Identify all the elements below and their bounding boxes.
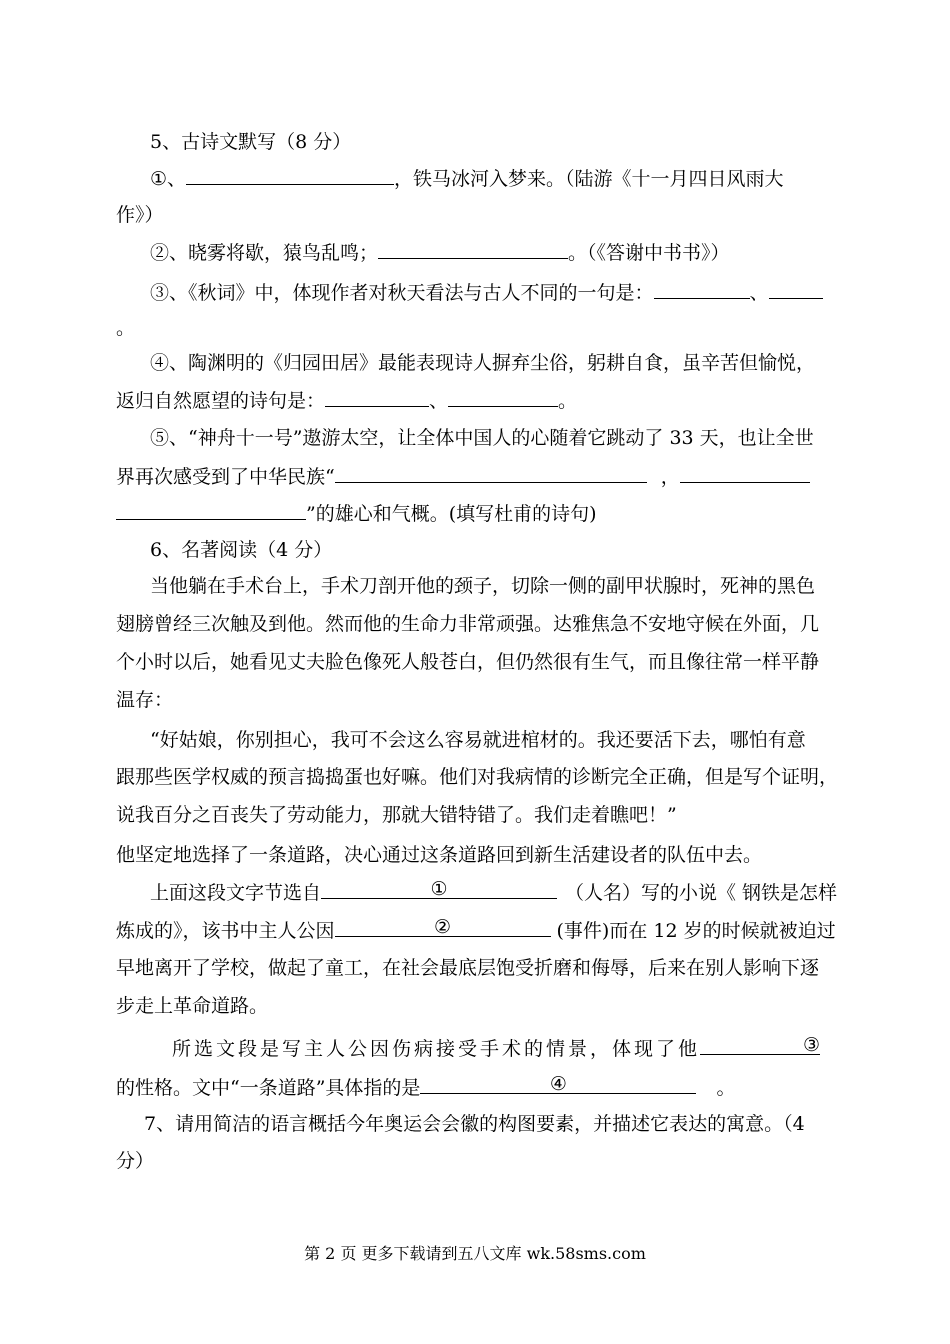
- q5-item-1-blank[interactable]: [186, 166, 394, 185]
- q6-excerpt-line: 当他躺在手术台上，手术刀剖开他的颈子，切除一侧的副甲状腺时，死神的黑色: [150, 575, 816, 597]
- q5-item-3-sep: 、: [749, 282, 769, 304]
- q5-item-2-prefix: ②、晓雾将歇，猿鸟乱鸣；: [150, 242, 379, 264]
- q5-item-4-line1: ④、陶渊明的《归园田居》最能表现诗人摒弃尘俗，躬耕自食，虽辛苦但愉悦，: [150, 352, 816, 374]
- q5-item-4-blank-2[interactable]: [448, 388, 558, 407]
- q6-quote-line: 说我百分之百丧失了劳动能力，那就大错特错了。我们走着瞧吧！”: [116, 804, 677, 826]
- q5-item-3-end: 。: [116, 317, 136, 339]
- q5-item-4-blank-1[interactable]: [325, 388, 429, 407]
- q6-blank-3[interactable]: ③: [700, 1036, 820, 1055]
- q7-line-1: 7、请用简洁的语言概括今年奥运会会徽的构图要素，并描述它表达的寓意。（4: [144, 1113, 805, 1135]
- q6-blank-2[interactable]: ②: [335, 918, 551, 937]
- q5-item-4: [116, 388, 577, 413]
- q6-question-line-3: 早地离开了学校，做起了童工，在社会最底层饱受折磨和侮辱，后来在别人影响下逐: [116, 957, 820, 979]
- q7-line-2: 分）: [116, 1150, 155, 1172]
- q6-excerpt-end: 他坚定地选择了一条道路，决心通过这条道路回到新生活建设者的队伍中去。: [116, 844, 763, 866]
- q5-item-3-blank-1[interactable]: [654, 280, 750, 299]
- q6-excerpt-line: 个小时以后，她看见丈夫脸色像死人般苍白，但仍然很有生气，而且像往常一样平静: [116, 651, 820, 673]
- q5-item-2: [150, 240, 730, 265]
- q5-item-5-comma: ，: [660, 466, 680, 488]
- q6-blank-4[interactable]: ④: [420, 1075, 696, 1094]
- q5-item-5-blank-3[interactable]: [116, 501, 306, 520]
- q5-item-3: [150, 280, 823, 305]
- q5-item-5-blank-2[interactable]: [680, 464, 810, 483]
- q6-quote-line: “好姑娘，你别担心，我可不会这么容易就进棺材的。我还要活下去，哪怕有意: [150, 729, 806, 751]
- q6-question-line-4: 步走上革命道路。: [116, 995, 269, 1017]
- q5-item-4-end: 。: [558, 390, 578, 412]
- q5-item-4-prefix: 返归自然愿望的诗句是：: [116, 390, 326, 412]
- q5-item-5-cont: [116, 501, 597, 526]
- q5-item-1-prefix: ①、: [150, 168, 187, 190]
- q5-item-5-line1: ⑤、“神舟十一号”遨游太空，让全体中国人的心随着它跳动了 33 天，也让全世: [150, 427, 814, 449]
- q6-quote-line: 跟那些医学权威的预言捣捣蛋也好嘛。他们对我病情的诊断完全正确，但是写个证明，: [116, 766, 839, 788]
- q5-item-5: [116, 464, 810, 489]
- q6-excerpt-line: 翅膀曾经三次触及到他。然而他的生命力非常顽强。达雅焦急不安地守候在外面，几: [116, 613, 820, 635]
- q5-item-5-prefix: 界再次感受到了中华民族“: [116, 466, 335, 488]
- q6-question-line-1: 上面这段文字节选自 ① （人名）写的小说《 钢铁是怎样: [150, 878, 838, 904]
- q5-item-5-blank-1[interactable]: [335, 464, 647, 483]
- q6-blank-1[interactable]: ①: [321, 880, 557, 899]
- q6-excerpt-line: 温存：: [116, 689, 174, 711]
- q5-item-1: [150, 166, 784, 191]
- q5-title: 5、古诗文默写（8 分）: [150, 131, 352, 153]
- page-footer: 第 2 页 更多下载请到五八文库 wk.58sms.com: [304, 1244, 646, 1263]
- q5-item-1-suffix: ，铁马冰河入梦来。（陆游《十一月四日风雨大: [394, 168, 784, 190]
- q5-item-3-prefix: ③、《秋词》中，体现作者对秋天看法与古人不同的一句是：: [150, 282, 654, 304]
- q6-question-line-2: 炼成的》，该书中主人公因 ② (事件)而在 12 岁的时候就被迫过: [116, 916, 836, 942]
- q5-item-2-blank[interactable]: [378, 240, 568, 259]
- q5-item-1-cont: 作》）: [116, 204, 164, 226]
- q5-item-2-suffix: 。（《答谢中书书》）: [568, 242, 730, 264]
- q5-item-5-end: ”的雄心和气概。(填写杜甫的诗句): [306, 503, 597, 525]
- q6-title: 6、名著阅读（4 分）: [150, 539, 333, 561]
- q5-item-4-sep: 、: [429, 390, 449, 412]
- q5-item-3-blank-2[interactable]: [769, 280, 823, 299]
- q6-question-line-5: 所选文段是写主人公因伤病接受手术的情景，体现了他 ③: [172, 1034, 821, 1060]
- q6-question-line-6: 的性格。文中“一条道路”具体指的是 ④ 。: [116, 1073, 736, 1099]
